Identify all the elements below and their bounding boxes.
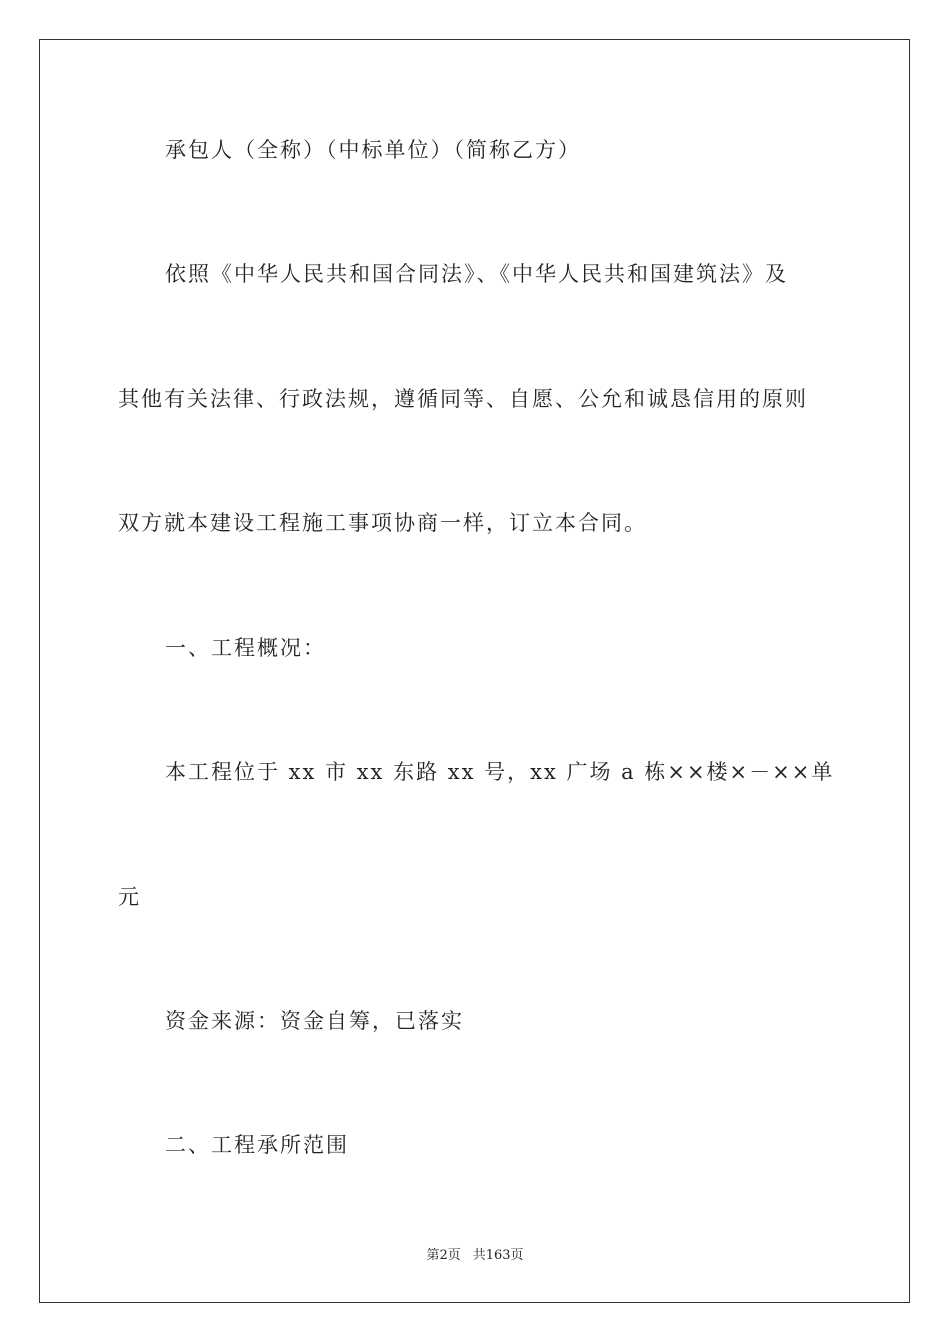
paragraph-line: 资金来源：资金自筹，已落实 xyxy=(165,1009,464,1033)
paragraph-line: 双方就本建设工程施工事项协商一样，订立本合同。 xyxy=(118,511,647,535)
page-border xyxy=(39,39,910,1303)
section-heading: 二、工程承所范围 xyxy=(165,1133,349,1157)
paragraph-line: 元 xyxy=(118,885,141,909)
contractor-line: 承包人（全称）（中标单位）（简称乙方） xyxy=(165,138,581,162)
page-total: 共163页 xyxy=(472,1248,524,1263)
paragraph-line: 其他有关法律、行政法规，遵循同等、自愿、公允和诚恳信用的原则 xyxy=(118,387,808,411)
section-heading: 一、工程概况： xyxy=(165,636,326,660)
page-footer xyxy=(0,1247,950,1265)
page-number: 第2页 xyxy=(426,1248,461,1263)
paragraph-line: 依照《中华人民共和国合同法》、《中华人民共和国建筑法》及 xyxy=(165,262,788,286)
paragraph-line: 本工程位于 xx 市 xx 东路 xx 号，xx 广场 a 栋××楼×－××单 xyxy=(165,760,835,784)
